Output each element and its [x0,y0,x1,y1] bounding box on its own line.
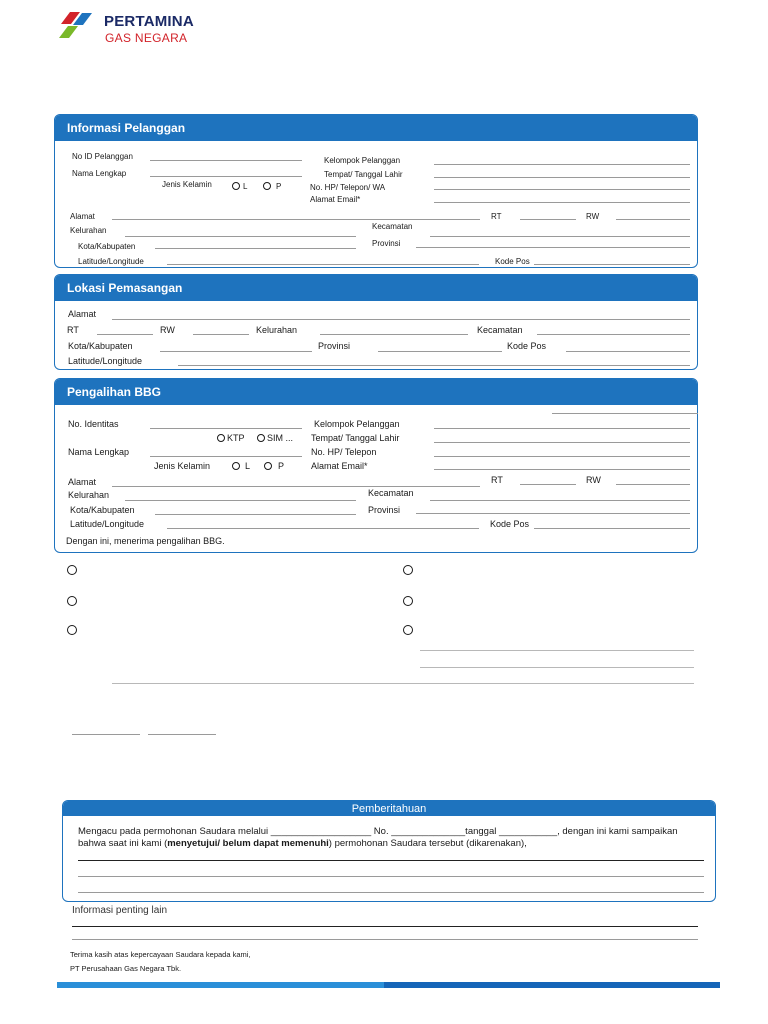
lokasi-kodepos-field[interactable] [566,351,690,352]
sim-label: SIM ... [267,433,294,443]
pengalihan-nama-field[interactable] [150,456,302,457]
notice-line-2-post: ) permohonan Saudara tersebut (dikarenakan), [328,838,527,849]
notice-line-2-pre: bahwa saat ini kami ( [78,838,168,849]
lokasi-alamat-label: Alamat [68,309,97,319]
lokasi-latlong-field[interactable] [178,365,690,366]
hp-field[interactable] [434,189,690,190]
kelompok-label: Kelompok Pelanggan [324,156,401,165]
kelurahan-field[interactable] [125,236,356,237]
option-radio-4[interactable] [403,596,413,606]
pengalihan-kota-label: Kota/Kabupaten [70,505,135,515]
panel-title: Informasi Pelanggan [67,121,186,135]
notice-header [63,801,715,816]
pengalihan-kelurahan-label: Kelurahan [68,490,110,500]
option-radio-1[interactable] [67,565,77,575]
gender-l-label: L [243,182,248,191]
notice-line-1: Mengacu pada permohonan Saudara melalui ___________________ No. ______________tanggal ___________, dengan ini kami sampaikan [78,826,678,837]
kelurahan-label: Kelurahan [70,226,107,235]
pemberitahuan-box [62,800,716,902]
panel-header [55,379,697,405]
option-radio-2[interactable] [403,565,413,575]
ktp-label: KTP [227,433,245,443]
rw-label: RW [586,212,600,221]
lokasi-rw-field[interactable] [193,334,249,335]
pengalihan-hp-field[interactable] [434,456,690,457]
option-line-3[interactable] [112,683,694,684]
pengalihan-kodepos-label: Kode Pos [490,519,530,529]
pengalihan-rt-label: RT [491,475,503,485]
lokasi-rt-label: RT [67,325,79,335]
lokasi-kota-label: Kota/Kabupaten [68,341,133,351]
id-pelanggan-field[interactable] [150,160,302,161]
ttl-label: Tempat/ Tanggal Lahir [324,170,403,179]
pengalihan-provinsi-label: Provinsi [368,505,401,515]
pengalihan-p-radio[interactable] [264,462,272,470]
identitas-field[interactable] [150,428,302,429]
pengalihan-ttl-label: Tempat/ Tanggal Lahir [311,433,400,443]
alamat-label: Alamat [70,212,95,221]
kecamatan-field[interactable] [430,236,690,237]
lokasi-kecamatan-field[interactable] [537,334,690,335]
panel-header [55,275,697,301]
pertamina-logo-icon [56,10,98,40]
latlong-field[interactable] [167,264,479,265]
pengalihan-nama-label: Nama Lengkap [68,447,130,457]
kota-field[interactable] [155,248,356,249]
kodepos-field[interactable] [534,264,690,265]
sim-radio[interactable] [257,434,265,442]
kelompok-field[interactable] [434,164,690,165]
pengalihan-rt-field[interactable] [520,484,576,485]
pengalihan-p-label: P [278,461,285,471]
pengalihan-email-field[interactable] [434,469,690,470]
gender-p-radio[interactable] [263,182,271,190]
pengalihan-kelompok-field[interactable] [434,428,690,429]
latlong-label: Latitude/Longitude [78,257,144,266]
pengalihan-alamat-field[interactable] [112,486,480,487]
info-lain-line-1[interactable] [72,926,698,927]
rt-field[interactable] [520,219,576,220]
notice-line-2 [78,838,527,849]
pengalihan-kelompok-label: Kelompok Pelanggan [314,419,400,429]
id-pelanggan-label: No ID Pelanggan [72,152,133,161]
jenis-kelamin-label: Jenis Kelamin [162,180,212,189]
signature-line-2[interactable] [148,734,216,735]
option-radio-6[interactable] [403,625,413,635]
gender-p-label: P [276,182,282,191]
info-lain-label: Informasi penting lain [72,905,168,916]
lokasi-rt-field[interactable] [97,334,153,335]
lokasi-pemasangan-panel [54,274,698,370]
info-lain-line-2[interactable] [72,939,698,940]
kodepos-label: Kode Pos [495,257,530,266]
ktp-radio[interactable] [217,434,225,442]
lokasi-provinsi-label: Provinsi [318,341,351,351]
closing-company: PT Perusahaan Gas Negara Tbk. [70,964,182,973]
notice-reason-line-3[interactable] [78,892,704,893]
brand-name: PERTAMINA [104,13,194,30]
pengalihan-hp-label: No. HP/ Telepon [311,447,377,457]
kecamatan-label: Kecamatan [372,222,413,231]
notice-line-2-bold: menyetujui/ belum dapat memenuhi [167,838,329,849]
alamat-field[interactable] [112,219,480,220]
option-line-1[interactable] [420,650,694,651]
lokasi-provinsi-field[interactable] [378,351,502,352]
ttl-field[interactable] [434,177,690,178]
lokasi-kodepos-label: Kode Pos [507,341,547,351]
pengalihan-l-radio[interactable] [232,462,240,470]
pengalihan-kecamatan-label: Kecamatan [368,488,414,498]
signature-line-1[interactable] [72,734,140,735]
rt-label: RT [491,212,502,221]
email-label: Alamat Email* [310,195,361,204]
notice-reason-line-2[interactable] [78,876,704,877]
footer-bar-light [57,982,384,988]
lokasi-latlong-label: Latitude/Longitude [68,356,143,366]
pengalihan-jk-label: Jenis Kelamin [154,461,211,471]
nama-label: Nama Lengkap [72,169,127,178]
pengalihan-latlong-field[interactable] [167,528,479,529]
gender-l-radio[interactable] [232,182,240,190]
option-line-2[interactable] [420,667,694,668]
pengalihan-kelurahan-field[interactable] [125,500,356,501]
pengalihan-kodepos-field[interactable] [534,528,690,529]
lokasi-rw-label: RW [160,325,175,335]
closing-thanks: Terima kasih atas kepercayaan Saudara kepada kami, [70,950,251,959]
brand-subtitle: GAS NEGARA [105,31,188,45]
notice-title: Pemberitahuan [351,803,427,815]
pengalihan-rw-field[interactable] [616,484,690,485]
identitas-label: No. Identitas [68,419,119,429]
notice-reason-line-1[interactable] [78,860,704,861]
pengalihan-email-label: Alamat Email* [311,461,368,471]
extra-field[interactable] [552,413,698,414]
pengalihan-kecamatan-field[interactable] [430,500,690,501]
consent-text: Dengan ini, menerima pengalihan BBG. [66,536,225,546]
lokasi-kecamatan-label: Kecamatan [477,325,523,335]
lokasi-kelurahan-field[interactable] [320,334,468,335]
nama-field[interactable] [150,176,302,177]
pengalihan-rw-label: RW [586,475,601,485]
pengalihan-kota-field[interactable] [155,514,356,515]
lokasi-kota-field[interactable] [160,351,312,352]
footer-bar-dark [384,982,720,988]
email-field[interactable] [434,202,690,203]
option-radio-3[interactable] [67,596,77,606]
panel-header [55,115,697,141]
pengalihan-provinsi-field[interactable] [416,513,690,514]
panel-title: Lokasi Pemasangan [67,281,183,295]
option-radio-5[interactable] [67,625,77,635]
pengalihan-ttl-field[interactable] [434,442,690,443]
pengalihan-latlong-label: Latitude/Longitude [70,519,145,529]
provinsi-field[interactable] [416,247,690,248]
provinsi-label: Provinsi [372,239,401,248]
pengalihan-l-label: L [245,461,251,471]
pengalihan-alamat-label: Alamat [68,477,97,487]
lokasi-kelurahan-label: Kelurahan [256,325,298,335]
pengalihan-bbg-panel [54,378,698,553]
lokasi-alamat-field[interactable] [112,319,690,320]
hp-label: No. HP/ Telepon/ WA [310,183,386,192]
kota-label: Kota/Kabupaten [78,242,136,251]
panel-title: Pengalihan BBG [67,385,162,399]
rw-field[interactable] [616,219,690,220]
